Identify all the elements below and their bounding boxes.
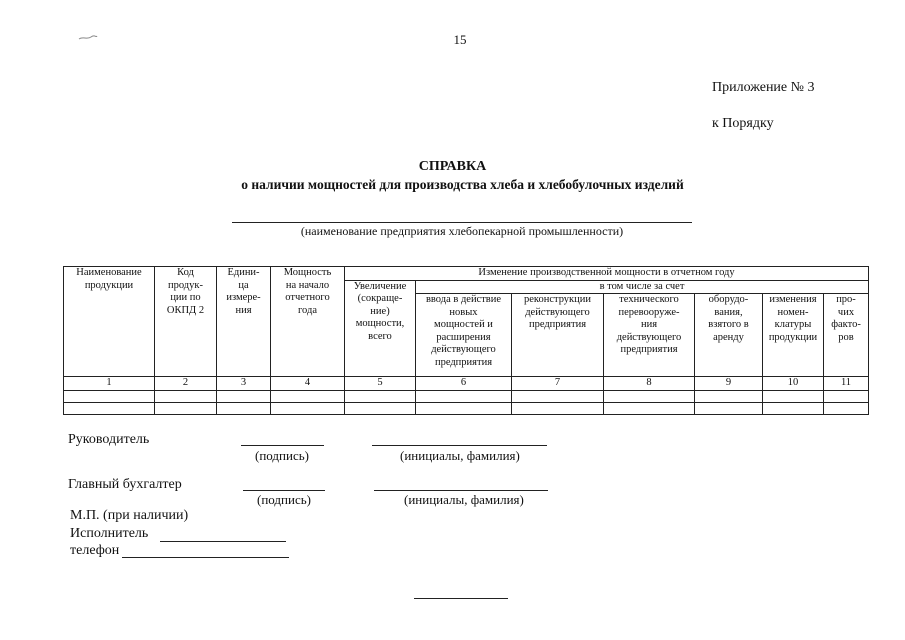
- head-initials-caption: (инициалы, фамилия): [400, 448, 520, 463]
- accountant-signature-caption: (подпись): [257, 492, 311, 507]
- header-unit: Едини- ца измере- ния: [217, 267, 271, 377]
- executor-line: [160, 541, 286, 542]
- header-nomenclature-change: изменения номен- клатуры продукции: [763, 294, 824, 377]
- header-okpd-code: Код продук- ции по ОКПД 2: [155, 267, 217, 377]
- header-other-factors: про- чих факто- ров: [824, 294, 869, 377]
- head-signature-caption: (подпись): [255, 448, 309, 463]
- column-number-row: [64, 377, 869, 391]
- page-number: 15: [453, 32, 467, 47]
- column-number: 4: [271, 377, 345, 391]
- column-number: 5: [345, 377, 416, 391]
- chief-accountant-label: Главный бухгалтер: [68, 477, 182, 492]
- column-number: 9: [695, 377, 763, 391]
- header-leased-equipment: оборудо- вания, взятого в аренду: [695, 294, 763, 377]
- capacity-table: [63, 266, 869, 415]
- table-row: [64, 402, 869, 414]
- header-reequipment: технического перевооруже- ния действующего предприятия: [604, 294, 695, 377]
- header-reconstruction: реконструкции действующего предприятия: [512, 294, 604, 377]
- stamp-label: М.П. (при наличии): [70, 508, 189, 523]
- head-initials-line: [372, 445, 547, 446]
- header-total-change: Увеличение (сокраще- ние) мощности, всего: [345, 280, 416, 377]
- head-signature-line: [241, 445, 324, 446]
- accountant-signature-line: [243, 490, 325, 491]
- footer-line: [414, 598, 508, 599]
- header-product-name: Наименование продукции: [64, 267, 155, 377]
- header-including-group: в том числе за счет: [416, 280, 869, 294]
- column-number: 2: [155, 377, 217, 391]
- document-subtitle: о наличии мощностей для производства хлеба и хлебобулочных изделий: [241, 177, 684, 192]
- column-number: 1: [64, 377, 155, 391]
- appendix-reference: к Порядку: [712, 116, 774, 131]
- scan-mark: [78, 28, 98, 34]
- phone-label: телефон: [70, 543, 120, 558]
- column-number: 3: [217, 377, 271, 391]
- column-number: 6: [416, 377, 512, 391]
- enterprise-name-caption: (наименование предприятия хлебопекарной промышленности): [300, 224, 624, 238]
- header-new-capacity: ввода в действие новых мощностей и расширения действующего предприятия: [416, 294, 512, 377]
- column-number: 7: [512, 377, 604, 391]
- table-row: [64, 390, 869, 402]
- appendix-number: Приложение № 3: [712, 80, 815, 95]
- header-capacity-change-group: Изменение производственной мощности в отчетном году: [345, 267, 869, 281]
- phone-line: [122, 557, 289, 558]
- column-number: 10: [763, 377, 824, 391]
- column-number: 11: [824, 377, 869, 391]
- accountant-initials-line: [374, 490, 548, 491]
- accountant-initials-caption: (инициалы, фамилия): [404, 492, 524, 507]
- enterprise-name-line: [232, 222, 692, 223]
- column-number: 8: [604, 377, 695, 391]
- document-title: СПРАВКА: [418, 159, 487, 174]
- header-initial-capacity: Мощность на начало отчетного года: [271, 267, 345, 377]
- executor-label: Исполнитель: [70, 526, 149, 541]
- head-label: Руководитель: [68, 432, 150, 447]
